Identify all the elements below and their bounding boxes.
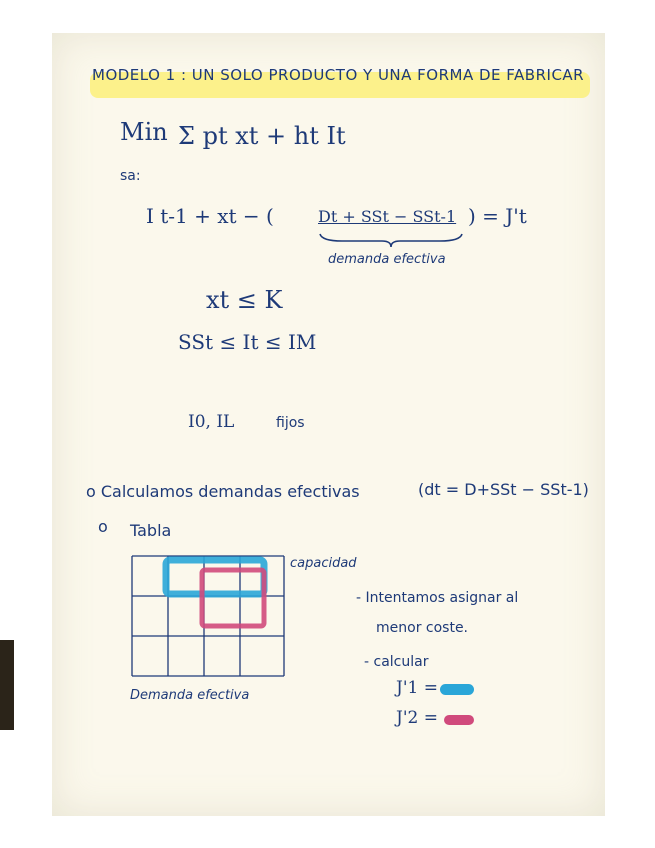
subject-to-label: sa: — [120, 168, 141, 184]
capacity-highlight-pink — [202, 570, 264, 626]
table-label: Tabla — [130, 521, 172, 540]
effective-demand-formula: (dt = D+SSt − SSt-1) — [418, 480, 589, 499]
capacity-constraint: xt ≤ K — [206, 286, 283, 314]
balance-inner: Dt + SSt − SSt-1 — [318, 207, 457, 226]
note-line-3: - calcular — [364, 654, 429, 670]
legend-j2-swatch — [444, 715, 474, 725]
note-line-2: menor coste. — [376, 620, 469, 636]
capacity-caption: capacidad — [290, 556, 357, 571]
legend-j1-swatch — [440, 684, 474, 695]
stock-constraint: SSt ≤ It ≤ IM — [178, 330, 317, 354]
table-bottom-label: Demanda efectiva — [130, 688, 250, 703]
scan-edge-strip — [0, 640, 14, 730]
legend-j1-label: J'1 = — [396, 678, 438, 698]
legend-j2-label: J'2 = — [396, 708, 438, 728]
objective-min: Min — [120, 118, 168, 146]
brace-label: demanda efectiva — [328, 252, 446, 267]
bullet-effective-demands: o Calculamos demandas efectivas — [86, 482, 360, 501]
fixed-word: fijos — [276, 415, 305, 431]
bullet-marker: o — [98, 517, 108, 536]
fixed-vars: I0, IL — [188, 412, 235, 432]
note-line-1: - Intentamos asignar al — [356, 590, 519, 606]
balance-lhs: I t-1 + xt − ( — [146, 204, 274, 228]
cost-table-grid — [128, 552, 288, 680]
scan-bottom-margin — [0, 816, 655, 848]
page-title: MODELO 1 : UN SOLO PRODUCTO Y UNA FORMA DE FABRICAR — [92, 66, 585, 84]
balance-rhs: ) = J't — [468, 204, 527, 228]
underbrace — [318, 232, 464, 248]
objective-expression: Σ pt xt + ht It — [178, 122, 346, 150]
capacity-highlight-blue — [166, 560, 264, 594]
